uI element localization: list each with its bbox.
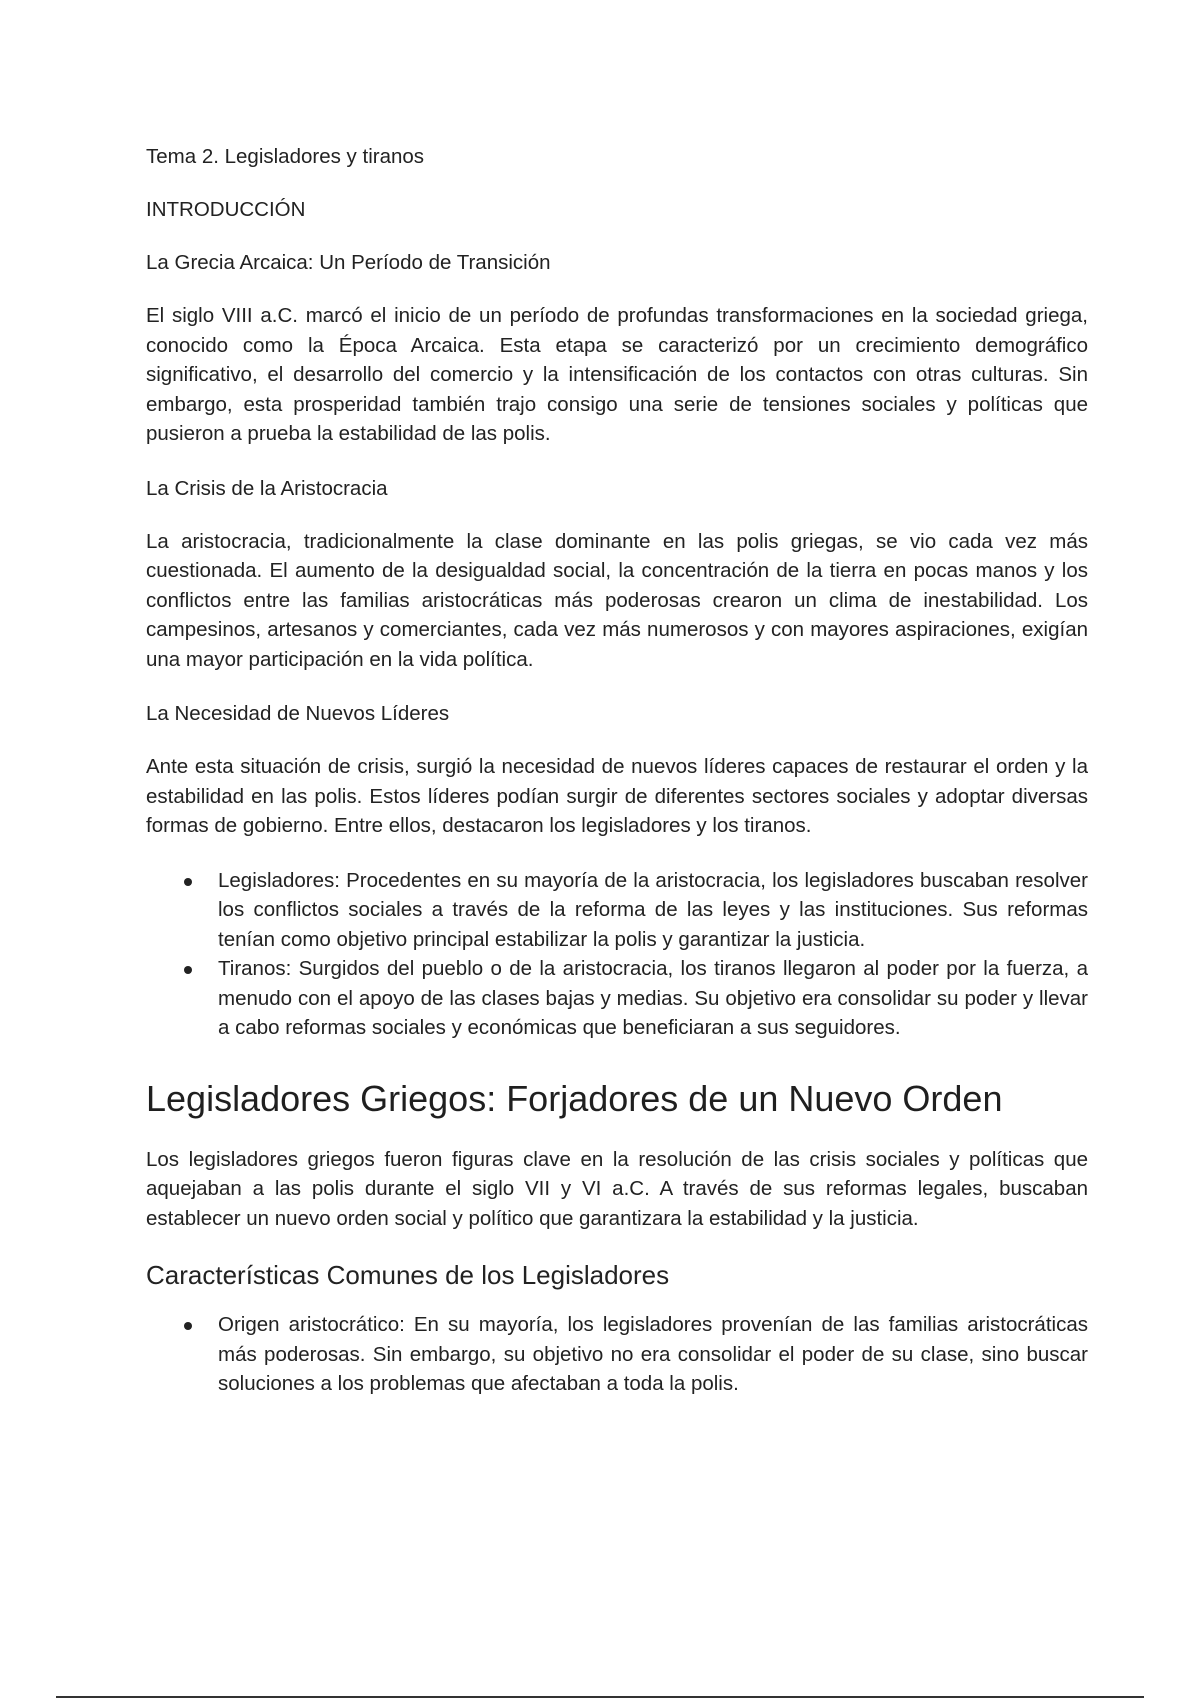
list-item [146, 866, 1088, 955]
paragraph-crisis: La aristocracia, tradicionalmente la clase dominante en las polis griegas, se vio cada vez más cuestionada. El aumento de la desigualdad social, la concentración de la tierra en pocas manos y los conflictos entre las familias aristocráticas más poderosas crearon un clima de inestabilidad. Los campesinos, artesanos y comerciantes, cada vez más numerosos y con mayores aspiraciones, exigían una mayor participación en la vida política. [146, 529, 1088, 671]
section-heading-necesidad: La Necesidad de Nuevos Líderes [146, 702, 450, 725]
list-item-text: Tiranos: Surgidos del pueblo o de la aristocracia, los tiranos llegaron al poder por la fuerza, a menudo con el apoyo de las clases bajas y medias. Su objetivo era consolidar su poder y llevar a cabo reformas sociales y económicas que beneficiaran a sus seguidores. [218, 957, 1088, 1039]
bullet-list-caracteristicas [146, 1310, 1088, 1399]
section-heading-legisladores: Legisladores Griegos: Forjadores de un Nuevo Orden [146, 1077, 1003, 1119]
bullet-dot-icon [184, 878, 192, 886]
section-heading-crisis: La Crisis de la Aristocracia [146, 476, 388, 500]
list-item-text: Origen aristocrático: En su mayoría, los legisladores provenían de las familias aristocráticas más poderosas. Sin embargo, su objetivo no era consolidar el poder de su clase, sino buscar soluciones a los problemas que afectaban a toda la polis. [218, 1313, 1088, 1395]
paragraph-necesidad: Ante esta situación de crisis, surgió la necesidad de nuevos líderes capaces de restaurar el orden y la estabilidad en las polis. Estos líderes podían surgir de diferentes sectores sociales y adoptar diversas formas de gobierno. Entre ellos, destacaron los legisladores y los tiranos. [146, 755, 1088, 837]
section-heading-caracteristicas: Características Comunes de los Legisladores [146, 1260, 670, 1290]
list-item [146, 954, 1088, 1043]
intro-heading: INTRODUCCIÓN [146, 198, 306, 221]
list-item-text: Legisladores: Procedentes en su mayoría de la aristocracia, los legisladores buscaban resolver los conflictos sociales a través de la reforma de las leyes y las instituciones. Sus reformas tenían como objetivo principal estabilizar la polis y garantizar la justicia. [218, 868, 1088, 951]
paragraph-arcaica: El siglo VIII a.C. marcó el inicio de un período de profundas transformaciones en la sociedad griega, conocido como la Época Arcaica. Esta etapa se caracterizó por un crecimiento demográfico significativo, el desarrollo del comercio y la intensificación de los contactos con otras culturas. Sin embargo, esta prosperidad también trajo consigo una serie de tensiones sociales y políticas que pusieron a prueba la estabilidad de las polis. [146, 304, 1088, 445]
bullet-dot-icon [184, 966, 192, 974]
paragraph-legisladores: Los legisladores griegos fueron figuras clave en la resolución de las crisis sociales y políticas que aquejaban a las polis durante el siglo VII y VI a.C. A través de sus reformas legales, buscaban establecer un nuevo orden social y político que garantizara la estabilidad y la justicia. [146, 1147, 1088, 1230]
page-bottom-rule [56, 1696, 1144, 1698]
bullet-dot-icon [184, 1322, 192, 1330]
bullet-list-lideres [146, 866, 1088, 1043]
list-item [146, 1310, 1088, 1399]
section-heading-arcaica: La Grecia Arcaica: Un Período de Transición [146, 251, 551, 274]
document-page [146, 142, 1088, 1433]
document-title: Tema 2. Legisladores y tiranos [146, 145, 425, 168]
